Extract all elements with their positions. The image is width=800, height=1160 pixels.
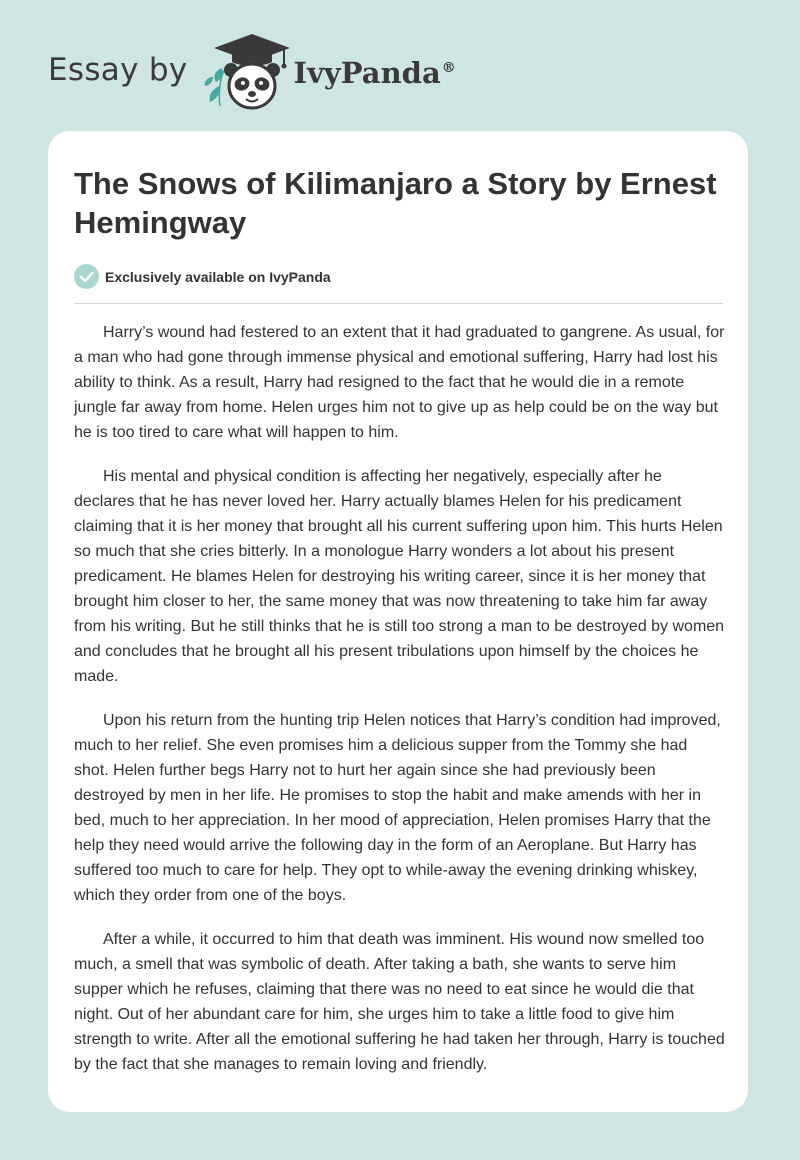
page-title: The Snows of Kilimanjaro a Story by Ernest Hemingway (74, 166, 717, 240)
site-header (48, 32, 456, 112)
panda-graduate-icon (202, 32, 292, 112)
check-circle-icon (74, 264, 99, 289)
paragraph: His mental and physical condition is affecting her negatively, especially after he declares that he has never loved her. Harry actually blames Helen for his predicament claiming that it is her money that brought all his current suffering upon him. This hurts Helen so much that she cries bitterly. In a monologue Harry wonders a lot about his present predicament. He blames Helen for destroying his writing career, since it is her money that brought him closer to her, the same money that was now threatening to take him far away from his writing. But he still thinks that he is still too strong a man to be destroyed by women and concludes that he brought all his present tribulations upon himself by the choices he made. (74, 468, 725, 685)
exclusive-badge (74, 264, 331, 289)
paragraph: Upon his return from the hunting trip Helen notices that Harry’s condition had improved, much to her relief. She even promises him a delicious supper from the Tommy she had shot. Helen further begs Harry not to hurt her again since she had previously been destroyed by men in her life. He promises to stop the habit and make amends with her in bed, much to her appreciation. In her mood of appreciation, Helen promises Harry that the help they need would arrive the following day in the form of an Aeroplane. But Harry has suffered too much to care for help. They opt to while-away the evening drinking whiskey, which they order from one of the boys. (74, 712, 721, 904)
essay-body (74, 320, 726, 1096)
badge-text: Exclusively available on IvyPanda (105, 268, 331, 285)
brand-name: IvyPanda® (293, 56, 456, 90)
essay-card (48, 131, 748, 1112)
ivy-leaves-icon (204, 68, 223, 106)
registered-mark: ® (441, 60, 456, 77)
paragraph: Harry’s wound had festered to an extent that it had graduated to gangrene. As usual, for a man who had gone through immense physical and emotional suffering, Harry had lost his ability to think. As a result, Harry had resigned to the fact that he would die in a remote jungle far away from home. Helen urges him not to give up as help could be on the way but he is too tired to care what will happen to him. (74, 324, 725, 441)
divider (74, 303, 723, 304)
brand-prefix: Essay by (48, 52, 188, 88)
paragraph: After a while, it occurred to him that death was imminent. His wound now smelled too much, a smell that was symbolic of death. After taking a bath, she wants to serve him supper which he refuses, claiming that there was no need to eat since he would die that night. Out of her abundant care for him, she urges him to take a little food to give him strength to write. After all the emotional suffering he had taken her through, Harry is touched by the fact that she manages to remain loving and friendly. (74, 931, 725, 1073)
